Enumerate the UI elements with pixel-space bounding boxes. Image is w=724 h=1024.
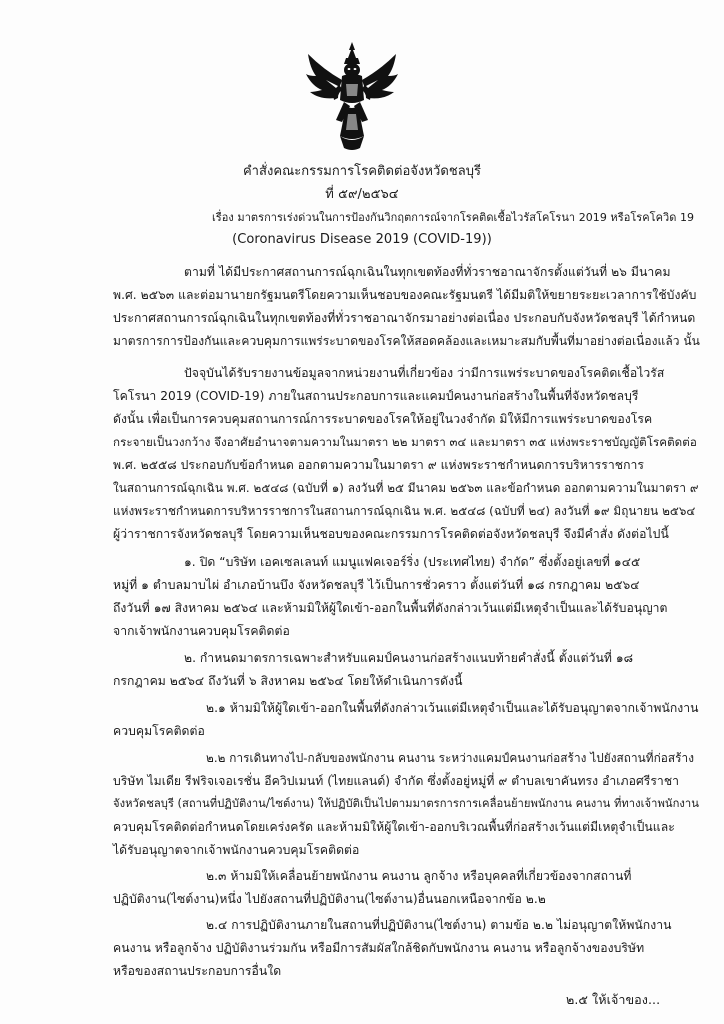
text-line: ๒.๓ ห้ามมิให้เคลื่อนย้ายพนักงาน คนงาน ลูกจ้าง หรือบุคคลที่เกี่ยวข้องจากสถานที่ (206, 869, 632, 883)
text-line: ได้รับอนุญาตจากเจ้าพนักงานควบคุมโรคติดต่อ (113, 843, 360, 857)
text-line: จังหวัดชลบุรี (สถานที่ปฏิบัติงาน/ไซต์งาน) ให้ปฏิบัติเป็นไปตามมาตรการการเคลื่อนย้ายพนักงาน คนงาน ที่ทางเจ้าพนักงาน (113, 797, 699, 810)
text-line: ผู้ว่าราชการจังหวัดชลบุรี โดยความเห็นชอบของคณะกรรมการโรคติดต่อจังหวัดชลบุรี จึงมีคำสั่ง ดังต่อไปนี้ (113, 527, 669, 541)
text-line: ประกาศสถานการณ์ฉุกเฉินในทุกเขตท้องที่ทั่วราชอาณาจักรมาอย่างต่อเนื่อง ประกอบกับจังหวัดชลบุรี ได้กำหนด (113, 311, 696, 325)
text-line: แห่งพระราชกำหนดการบริหารราชการในสถานการณ์ฉุกเฉิน พ.ศ. ๒๕๔๘ (ฉบับที่ ๒๔) ลงวันที่ ๑๙ มิถุนายน ๒๕๖๔ (113, 504, 696, 518)
text-line: จากเจ้าพนักงานควบคุมโรคติดต่อ (113, 624, 290, 638)
order-number: ที่ ๕๙/๒๕๖๔ (325, 187, 399, 202)
text-line: โคโรนา 2019 (COVID-19) ภายในสถานประกอบการและแคมป์คนงานก่อสร้างในพื้นที่จังหวัดชลบุรี (113, 389, 639, 403)
order-subject: เรื่อง มาตรการเร่งด่วนในการป้องกันวิกฤตการณ์จากโรคติดเชื้อไวรัสโคโรนา 2019 หรือโรคโควิด 19 (212, 211, 695, 224)
text-line: ตามที่ ได้มีประกาศสถานการณ์ฉุกเฉินในทุกเขตท้องที่ทั่วราชอาณาจักรตั้งแต่วันที่ ๒๖ มีนาคม (184, 265, 671, 279)
text-line: คนงาน หรือลูกจ้าง ปฏิบัติงานร่วมกัน หรือมีการสัมผัสใกล้ชิดกับพนักงาน คนงาน หรือลูกจ้างของบริษัท (113, 941, 645, 955)
text-line: ๑. ปิด “บริษัท เอคเซลเลนท์ แมนูแฟคเจอร์ริ่ง (ประเทศไทย) จำกัด” ซึ่งตั้งอยู่เลขที่ ๑๔๕ (184, 555, 641, 569)
text-line: หมู่ที่ ๑ ตำบลมาบไผ่ อำเภอบ้านบึง จังหวัดชลบุรี ไว้เป็นการชั่วคราว ตั้งแต่วันที่ ๑๘ กรกฎาคม ๒๕๖๔ (113, 578, 640, 592)
text-line: ควบคุมโรคติดต่อกำหนดโดยเคร่งครัด และห้ามมิให้ผู้ใดเข้า-ออกบริเวณพื้นที่ก่อสร้างเว้นแต่มีเหตุจำเป็นและ (113, 820, 675, 834)
text-line: ในสถานการณ์ฉุกเฉิน พ.ศ. ๒๕๔๘ (ฉบับที่ ๑) ลงวันที่ ๒๕ มีนาคม ๒๕๖๓ และข้อกำหนด ออกตามความในมาตรา ๙ (113, 481, 699, 495)
text-line: กระจายเป็นวงกว้าง จึงอาศัยอำนาจตามความในมาตรา ๒๒ มาตรา ๓๔ และมาตรา ๓๕ แห่งพระราชบัญญัติโรคติดต่อ (113, 435, 697, 449)
text-line: ถึงวันที่ ๑๗ สิงหาคม ๒๕๖๔ และห้ามมิให้ผู้ใดเข้า-ออกในพื้นที่ดังกล่าวเว้นแต่มีเหตุจำเป็นและได้รับอนุญาต (113, 601, 668, 615)
text-line: ๒. กำหนดมาตรการเฉพาะสำหรับแคมป์คนงานก่อสร้างแนบท้ายคำสั่งนี้ ตั้งแต่วันที่ ๑๘ (184, 651, 634, 665)
text-line: กรกฎาคม ๒๕๖๔ ถึงวันที่ ๖ สิงหาคม ๒๕๖๔ โดยให้ดำเนินการดังนี้ (113, 674, 463, 688)
text-line: บริษัท ไมเดีย รีฟริจเจอเรชั่น อีควิปเมนท์ (ไทยแลนด์) จำกัด ซึ่งตั้งอยู่หมู่ที่ ๙ ตำบลเขาคันทรง อำเภอศรีราชา (113, 774, 680, 788)
text-line: ควบคุมโรคติดต่อ (113, 724, 205, 738)
text-line: ๒.๒ การเดินทางไป-กลับของพนักงาน คนงาน ระหว่างแคมป์คนงานก่อสร้าง ไปยังสถานที่ก่อสร้าง (206, 751, 695, 765)
text-line: ๒.๔ การปฏิบัติงานภายในสถานที่ปฏิบัติงาน(ไซต์งาน) ตามข้อ ๒.๒ ไม่อนุญาตให้พนักงาน (206, 918, 672, 932)
order-title: คำสั่งคณะกรรมการโรคติดต่อจังหวัดชลบุรี (242, 164, 482, 179)
order-subject-english: (Coronavirus Disease 2019 (COVID-19)) (232, 232, 492, 247)
text-line: พ.ศ. ๒๕๖๓ และต่อมานายกรัฐมนตรีโดยความเห็นชอบของคณะรัฐมนตรี ได้มีมติให้ขยายระยะเวลาการใช้บังคับ (113, 288, 697, 302)
text-line: ปฏิบัติงาน(ไซต์งาน)หนึ่ง ไปยังสถานที่ปฏิบัติงาน(ไซต์งาน)อื่นนอกเหนือจากข้อ ๒.๒ (113, 892, 546, 906)
garuda-emblem-icon (306, 40, 398, 152)
text-line: ๒.๑ ห้ามมิให้ผู้ใดเข้า-ออกในพื้นที่ดังกล่าวเว้นแต่มีเหตุจำเป็นและได้รับอนุญาตจากเจ้าพนักงาน (206, 701, 699, 715)
text-line: หรือของสถานประกอบการอื่นใด (113, 964, 282, 978)
text-line: ปัจจุบันได้รับรายงานข้อมูลจากหน่วยงานที่เกี่ยวข้อง ว่ามีการแพร่ระบาดของโรคติดเชื้อไวรัส (184, 366, 665, 380)
text-line: ดังนั้น เพื่อเป็นการควบคุมสถานการณ์การระบาดของโรคให้อยู่ในวงจำกัด มิให้มีการแพร่ระบาดของโรค (113, 412, 653, 426)
text-line: มาตรการการป้องกันและควบคุมการแพร่ระบาดของโรคให้สอดคล้องและเหมาะสมกับพื้นที่มาอย่างต่อเนื่องแล้ว นั้น (113, 334, 700, 348)
text-line: พ.ศ. ๒๕๕๘ ประกอบกับข้อกำหนด ออกตามความในมาตรา ๙ แห่งพระราชกำหนดการบริหารราชการ (113, 458, 645, 472)
continuation-marker: ๒.๕ ให้เจ้าของ... (566, 992, 661, 1007)
